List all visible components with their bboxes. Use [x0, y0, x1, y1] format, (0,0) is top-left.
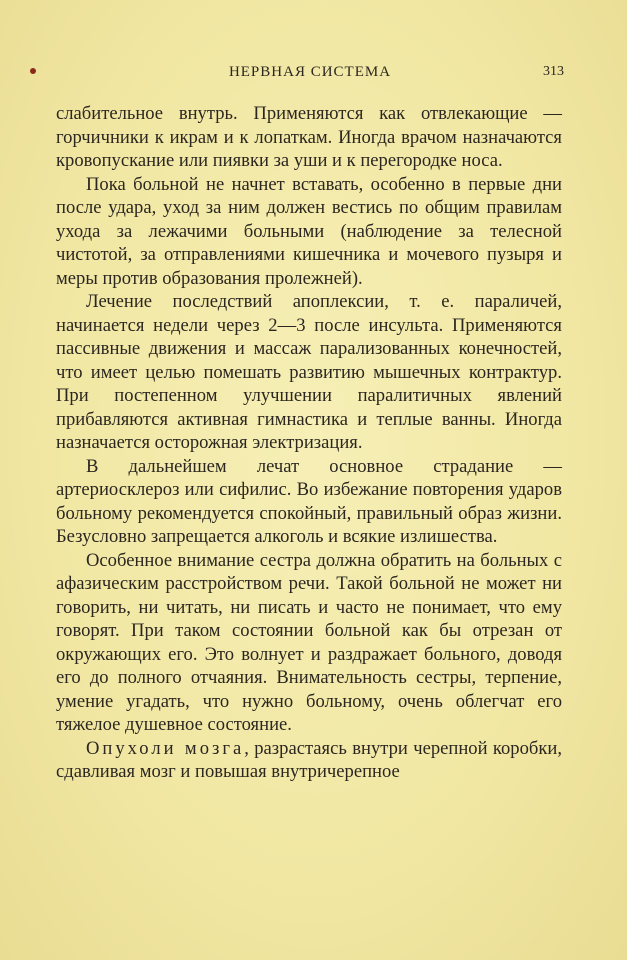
paragraph: слабительное внутрь. Применяются как отвлекающие — горчичники к икрам и к лопаткам. Иногда врачом назначаются кровопускание или пиявки за уши и к перегородке носа. [56, 103, 562, 171]
page-number: 313 [543, 64, 564, 79]
paragraph [56, 737, 562, 784]
paragraph: Лечение последствий апоплексии, т. е. параличей, начинается недели через 2—3 после инсульта. Применяются пассивные движения и массаж парализованных конечностей, что имеет целью помешать развитию мышечных контрактур. При постепенном улучшении паралитичных явлений прибавляются активная гимнастика и теплые ванны. Иногда назначается осторожная электризация. [56, 291, 562, 453]
paragraph: Пока больной не начнет вставать, особенно в первые дни после удара, уход за ним должен вестись по общим правилам ухода за лежачими больными (наблюдение за телесной чистотой, за отправлениями кишечника и мочевого пузыря и меры против образования пролежней). [56, 173, 562, 289]
paragraph-rest: , разрастаясь внутри черепной коробки, сдавливая мозг и повышая внутричерепное [56, 737, 562, 782]
paragraph: Особенное внимание сестра должна обратить на больных с афазическим расстройством речи. Такой больной не может ни говорить, ни читать, ни писать и часто не понимает, что ему говорят. При таком состоянии больной как бы отрезан от окружающих его. Это волнует и раздражает больного, доводя его до полного отчаяния. Внимательность сестры, терпение, умение угадать, что нужно больному, очень облегчат его тяжелое душевное состояние. [56, 549, 562, 735]
paragraph: В дальнейшем лечат основное страдание — артериосклероз или сифилис. Во избежание повторения ударов больному рекомендуется спокойный, правильный образ жизни. Безусловно запрещается алкоголь и всякие излишества. [56, 455, 562, 547]
running-header [56, 62, 564, 86]
spaced-term: Опухоли мозга [86, 737, 245, 759]
ink-dot [30, 68, 36, 74]
body-text [56, 102, 562, 784]
page-title: НЕРВНАЯ СИСТЕМА [228, 64, 392, 80]
